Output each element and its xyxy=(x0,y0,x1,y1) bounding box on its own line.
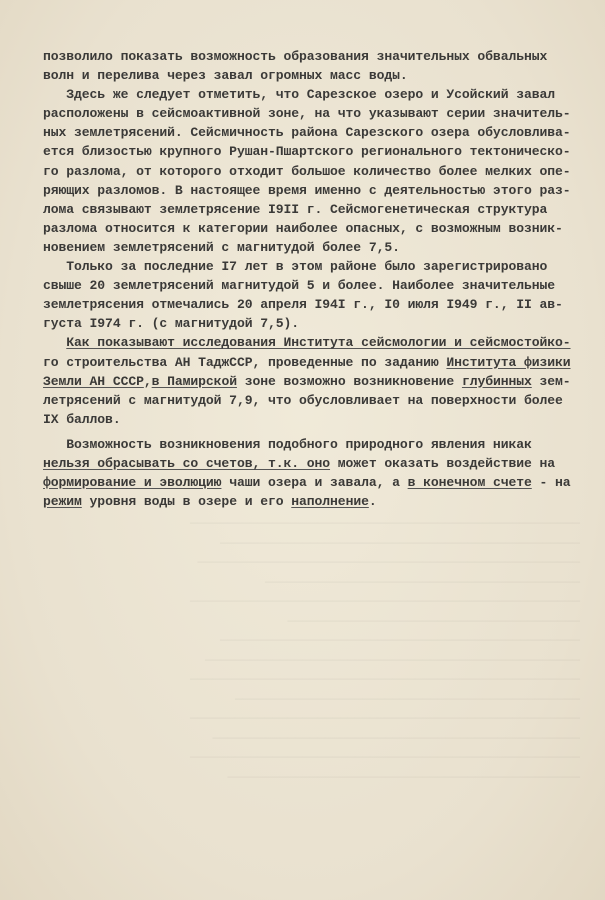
text-segment: землетрясения отмечались 20 апреля I94I г., I0 июля I949 г., II ав- xyxy=(43,297,563,313)
text-segment: ряющих разломов. В настоящее время именно с деятельностью этого раз- xyxy=(43,182,571,198)
text-segment: зем- xyxy=(531,373,571,389)
text-segment: свыше 20 землетрясений магнитудой 5 и более. Наиболее значительные xyxy=(43,278,555,294)
text-segment: ных землетрясений. Сейсмичность района Сарезского озера обусловлива- xyxy=(43,125,571,141)
underlined-text: Земли АН СССР xyxy=(43,373,144,389)
text-segment: позволило показать возможность образования значительных обвальных xyxy=(43,49,548,64)
text-segment: чаши озера и завала, а xyxy=(221,475,408,491)
text-line xyxy=(43,257,583,276)
text-line xyxy=(43,123,583,142)
text-line xyxy=(43,104,583,123)
text-segment: разлома относится к категории наиболее опасных, с возможным возник- xyxy=(43,220,563,236)
text-line xyxy=(43,47,583,66)
text-line xyxy=(43,435,583,454)
text-segment: IX баллов. xyxy=(43,411,121,427)
text-segment: го разлома, от которого отходит большое количество более мелких опе- xyxy=(43,163,571,179)
text-line xyxy=(43,314,583,333)
text-segment: , xyxy=(143,373,152,389)
underlined-text: нельзя обрасывать со счетов, т.к. оно xyxy=(43,455,331,471)
text-segment: летрясений с магнитудой 7,9, что обусловливает на поверхности более xyxy=(43,392,563,408)
text-segment: зоне возможно возникновение xyxy=(236,373,462,389)
underlined-text: в Памирской xyxy=(151,373,237,389)
text-line xyxy=(43,295,583,314)
text-line xyxy=(43,181,583,200)
text-line xyxy=(43,66,583,85)
text-line xyxy=(43,391,583,410)
text-line xyxy=(43,372,583,391)
text-segment: Возможность возникновения подобного природного явления никак xyxy=(43,436,532,452)
document-body xyxy=(43,47,583,511)
text-line xyxy=(43,142,583,161)
text-line xyxy=(43,353,583,372)
text-segment: может оказать воздействие на xyxy=(330,455,555,471)
underlined-text: Института физики xyxy=(446,354,571,370)
text-segment xyxy=(43,335,66,350)
underlined-text: режим xyxy=(43,494,82,510)
underlined-text: в конечном счете xyxy=(407,475,532,491)
text-segment: . xyxy=(368,494,377,510)
text-line xyxy=(43,492,583,511)
text-line xyxy=(43,473,583,492)
text-segment: Только за последние I7 лет в этом районе было зарегистрировано xyxy=(43,259,548,275)
text-line xyxy=(43,85,583,104)
text-line xyxy=(43,333,583,352)
text-segment: Здесь же следует отметить, что Сарезское озеро и Усойский завал xyxy=(43,87,555,103)
text-segment: уровня воды в озере и его xyxy=(81,494,292,510)
bleed-through-text: ──────────────────────────────────────────────────── ──────────────────────────────────────────────── ─────────────────────────────────────────────────── ────────────────────────────────────────── ──────────────────────────────────────────────────── ─────────────────────────────────────── ──────────────────────────────────────────────── ────────────────────────────────────────────────── ──────────────────────────────────────────────────── ────────────────────────────────────────────── ──────────────────────────────────────────────────── ───────────────────────────────────────────────── ──────────────────────────────────────────────────── ─────────────────────────────────────────────── xyxy=(189,517,580,785)
text-segment: - на xyxy=(531,475,571,491)
text-segment: густа I974 г. (с магнитудой 7,5). xyxy=(43,316,299,332)
underlined-text: наполнение xyxy=(291,494,369,510)
underlined-text: глубинных xyxy=(461,373,532,389)
text-line xyxy=(43,238,583,257)
text-segment: расположены в сейсмоактивной зоне, на что указывают серии значитель- xyxy=(43,106,571,122)
text-segment: ется близостью крупного Рушан-Пшартского регионального тектоническо- xyxy=(43,144,571,160)
underlined-text: Как показывают исследования Института сейсмологии и сейсмостойко- xyxy=(66,335,571,351)
text-line xyxy=(43,162,583,181)
text-line xyxy=(43,219,583,238)
text-segment: волн и перелива через завал огромных масс воды. xyxy=(43,68,408,84)
text-segment: новением землетрясений с магнитудой более 7,5. xyxy=(43,239,400,255)
text-line xyxy=(43,454,583,473)
text-segment: лома связывают землетрясение I9II г. Сейсмогенетическая структура xyxy=(43,201,548,217)
underlined-text: формирование и эволюцию xyxy=(43,475,222,491)
text-line xyxy=(43,200,583,219)
text-line xyxy=(43,276,583,295)
text-line xyxy=(43,410,583,429)
text-segment: го строительства АН ТаджССР, проведенные по заданию xyxy=(43,354,447,370)
